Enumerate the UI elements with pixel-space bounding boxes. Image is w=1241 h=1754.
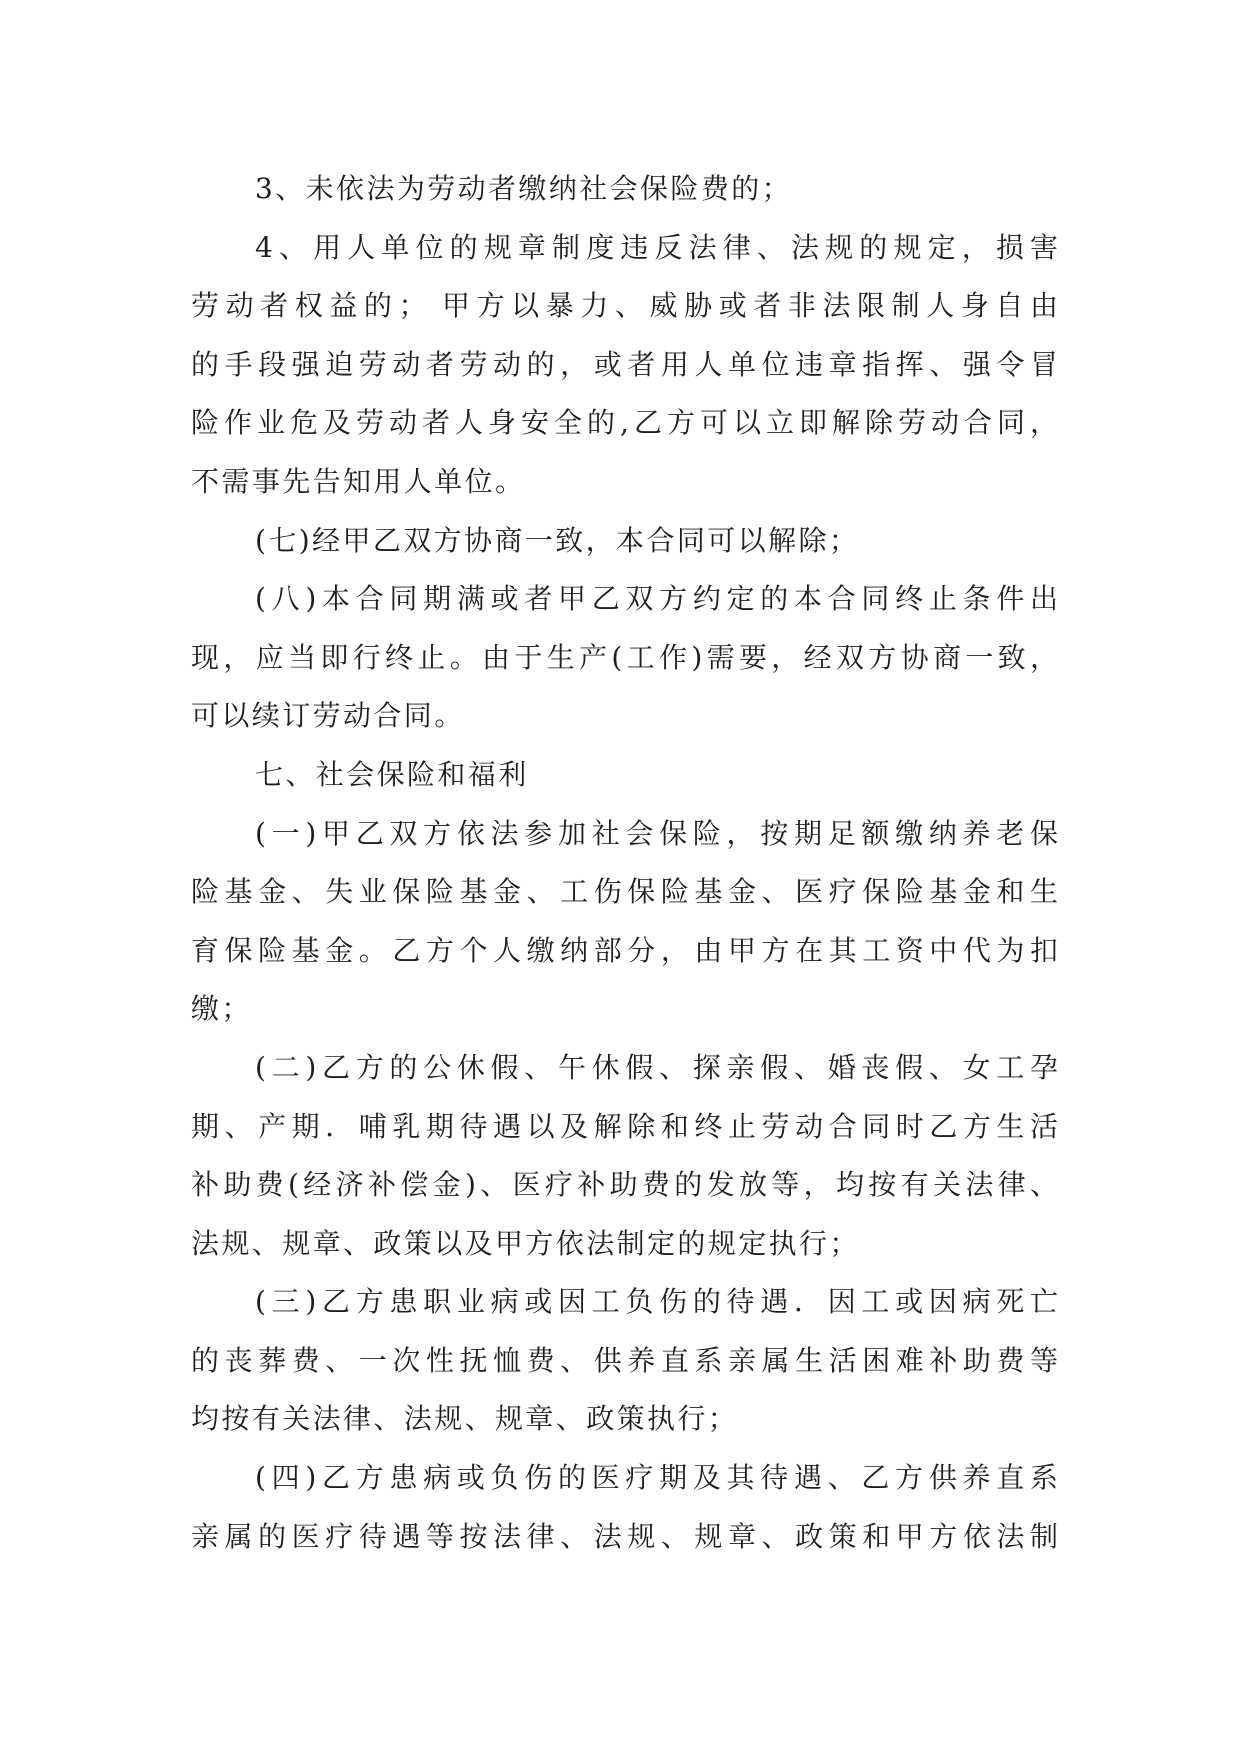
text-line: 不需事先告知用人单位。 xyxy=(191,464,526,498)
section-heading xyxy=(191,746,1058,805)
paragraph-clause-1 xyxy=(191,805,1058,1039)
text-line: 亲属的医疗待遇等按法律、法规、规章、政策和甲方依法制 xyxy=(191,1519,1058,1553)
paragraph-clause-2 xyxy=(191,1039,1058,1273)
text-line: (四)乙方患病或负伤的医疗期及其待遇、乙方供养直系 xyxy=(255,1461,1058,1495)
paragraph-item-3 xyxy=(191,160,1058,219)
text-line: 可以续订劳动合同。 xyxy=(191,699,465,733)
section-heading-text: 七、社会保险和福利 xyxy=(255,757,529,791)
paragraph-item-4 xyxy=(191,219,1058,512)
text-line: (七)经甲乙双方协商一致，本合同可以解除； xyxy=(255,523,860,557)
text-line: 现，应当即行终止。由于生产(工作)需要，经双方协商一致， xyxy=(191,640,1058,674)
text-line: 3、未依法为劳动者缴纳社会保险费的； xyxy=(255,172,793,205)
text-line: 险基金、失业保险基金、工伤保险基金、医疗保险基金和生 xyxy=(191,875,1058,909)
text-line: 均按有关法律、法规、规章、政策执行； xyxy=(191,1402,739,1436)
paragraph-clause-3 xyxy=(191,1273,1058,1449)
text-line: 法规、规章、政策以及甲方依法制定的规定执行； xyxy=(191,1226,860,1260)
text-line: 补助费(经济补偿金)、医疗补助费的发放等，均按有关法律、 xyxy=(191,1168,1058,1202)
text-line: (二)乙方的公休假、午休假、探亲假、婚丧假、女工孕 xyxy=(255,1050,1058,1084)
text-line: 缴； xyxy=(191,992,252,1026)
text-line: 劳动者权益的； 甲方以暴力、威胁或者非法限制人身自由 xyxy=(191,289,1058,323)
text-line: (八)本合同期满或者甲乙双方约定的本合同终止条件出 xyxy=(255,582,1058,616)
text-line: 的手段强迫劳动者劳动的，或者用人单位违章指挥、强令冒 xyxy=(191,347,1058,381)
text-line: 期、产期．哺乳期待遇以及解除和终止劳动合同时乙方生活 xyxy=(191,1109,1058,1143)
text-line: 育保险基金。乙方个人缴纳部分，由甲方在其工资中代为扣 xyxy=(191,933,1058,967)
text-line: 的丧葬费、一次性抚恤费、供养直系亲属生活困难补助费等 xyxy=(191,1343,1058,1377)
document-body xyxy=(191,160,1058,1566)
text-line: 险作业危及劳动者人身安全的,乙方可以立即解除劳动合同， xyxy=(191,406,1058,440)
text-line: (三)乙方患职业病或因工负伤的待遇．因工或因病死亡 xyxy=(255,1285,1058,1319)
text-line: (一)甲乙双方依法参加社会保险，按期足额缴纳养老保 xyxy=(255,816,1058,850)
text-line: 4、用人单位的规章制度违反法律、法规的规定，损害 xyxy=(255,230,1058,264)
paragraph-clause-7 xyxy=(191,512,1058,571)
paragraph-clause-4 xyxy=(191,1449,1058,1566)
paragraph-clause-8 xyxy=(191,570,1058,746)
